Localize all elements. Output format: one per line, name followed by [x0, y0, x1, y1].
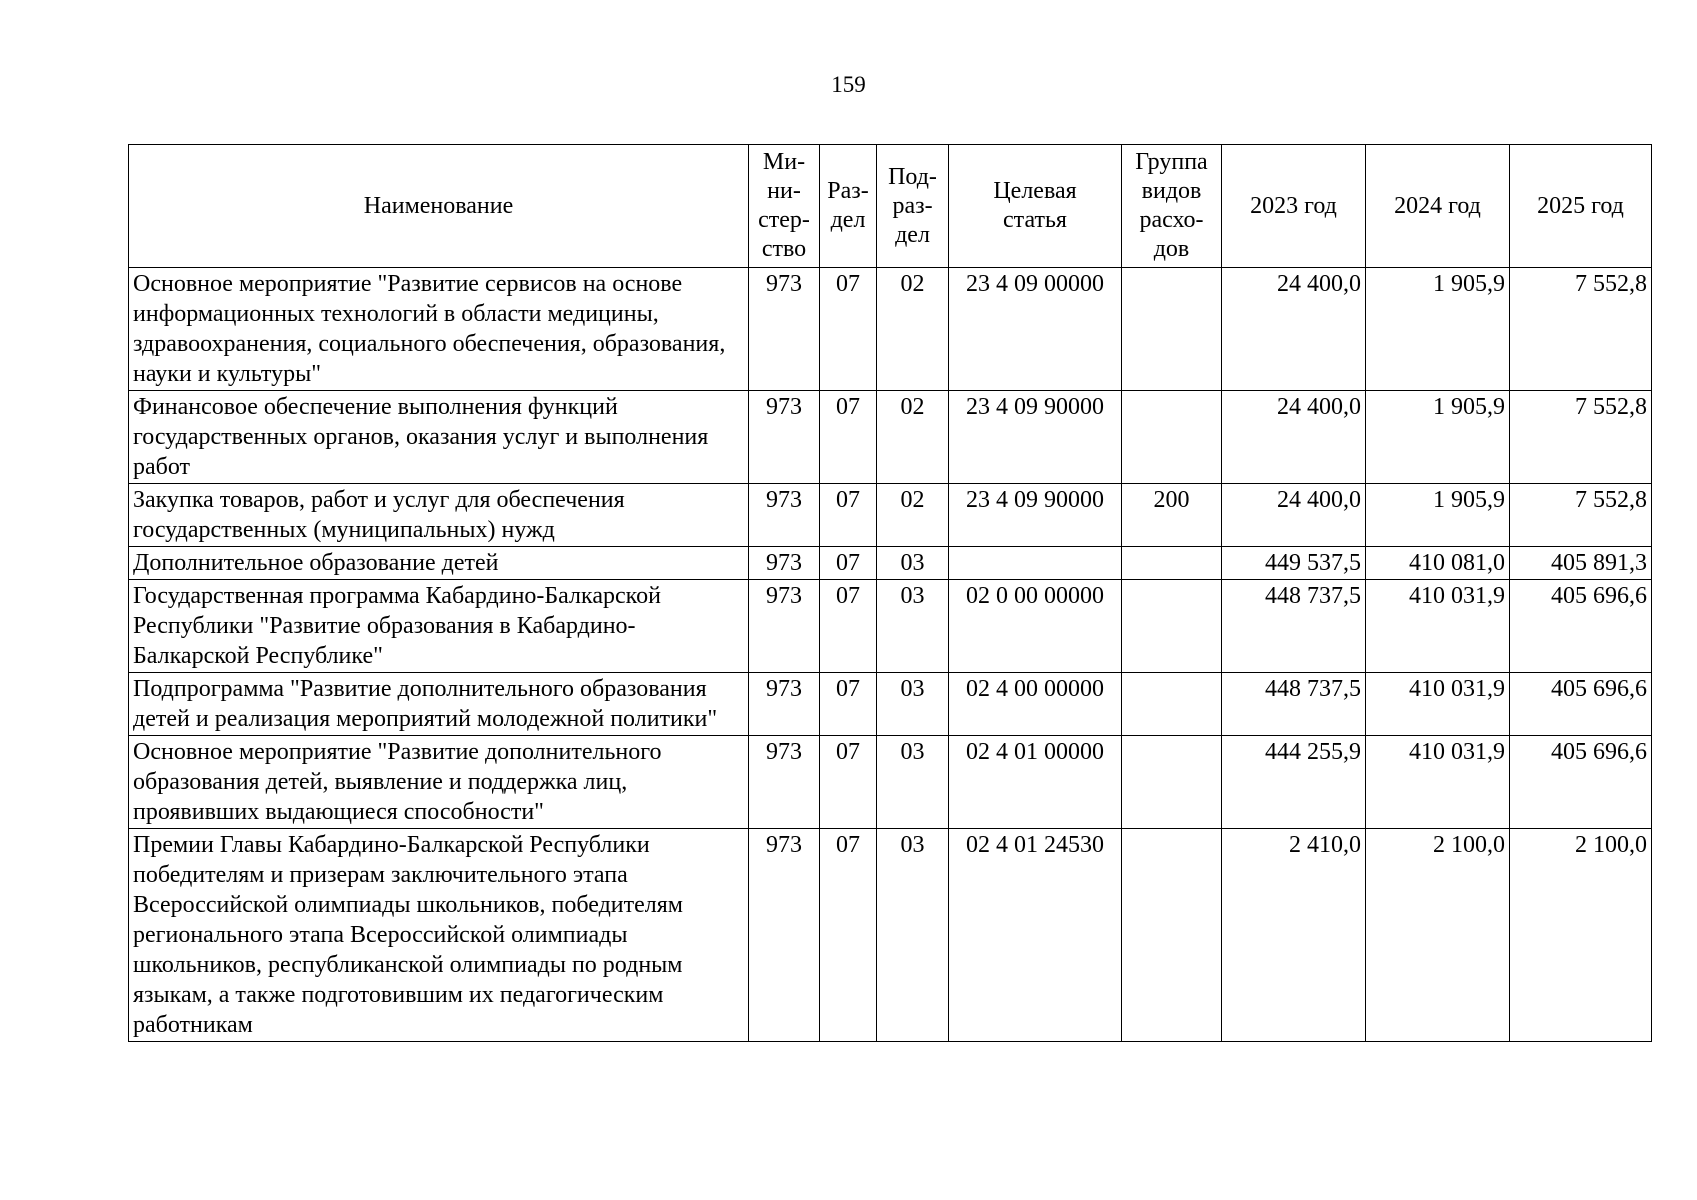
row-subsection: 03: [877, 547, 949, 580]
row-2025: 7 552,8: [1510, 391, 1652, 484]
row-2024: 410 081,0: [1366, 547, 1510, 580]
row-name: Закупка товаров, работ и услуг для обеспечения государственных (муниципальных) нужд: [129, 484, 749, 547]
row-2024: 1 905,9: [1366, 484, 1510, 547]
row-target: 23 4 09 00000: [949, 268, 1122, 391]
row-group: [1122, 580, 1222, 673]
table-row: [129, 268, 1652, 391]
row-2025: 405 696,6: [1510, 736, 1652, 829]
table-row: [129, 391, 1652, 484]
row-2023: 24 400,0: [1222, 391, 1366, 484]
row-subsection: 03: [877, 829, 949, 1042]
header-2024: 2024 год: [1366, 145, 1510, 268]
row-name: Дополнительное образование детей: [129, 547, 749, 580]
row-name: Подпрограмма "Развитие дополнительного образования детей и реализация мероприятий молодежной политики": [129, 673, 749, 736]
row-2024: 410 031,9: [1366, 736, 1510, 829]
row-section: 07: [820, 736, 877, 829]
row-subsection: 02: [877, 391, 949, 484]
row-group: 200: [1122, 484, 1222, 547]
row-ministry: 973: [749, 736, 820, 829]
row-2025: 2 100,0: [1510, 829, 1652, 1042]
row-group: [1122, 829, 1222, 1042]
row-2025: 405 696,6: [1510, 580, 1652, 673]
row-2023: 444 255,9: [1222, 736, 1366, 829]
row-subsection: 03: [877, 736, 949, 829]
row-section: 07: [820, 484, 877, 547]
row-ministry: 973: [749, 391, 820, 484]
row-2023: 448 737,5: [1222, 673, 1366, 736]
row-subsection: 02: [877, 484, 949, 547]
row-2023: 24 400,0: [1222, 268, 1366, 391]
row-2023: 449 537,5: [1222, 547, 1366, 580]
row-2025: 405 696,6: [1510, 673, 1652, 736]
row-section: 07: [820, 580, 877, 673]
table-row: [129, 547, 1652, 580]
row-name: Финансовое обеспечение выполнения функций государственных органов, оказания услуг и выполнения работ: [129, 391, 749, 484]
header-row: [129, 145, 1652, 268]
row-target: 02 4 00 00000: [949, 673, 1122, 736]
row-ministry: 973: [749, 673, 820, 736]
row-name: Премии Главы Кабардино-Балкарской Республики победителям и призерам заключительного этапа Всероссийской олимпиады школьников, победителям регионального этапа Всероссийской олимпиады школьников, республиканской олимпиады по родным языкам, а также подготовившим их педагогическим работникам: [129, 829, 749, 1042]
table-row: [129, 580, 1652, 673]
row-subsection: 03: [877, 673, 949, 736]
header-2025: 2025 год: [1510, 145, 1652, 268]
header-name: Наименование: [129, 145, 749, 268]
row-ministry: 973: [749, 547, 820, 580]
header-ministry: Ми- ни- стер- ство: [749, 145, 820, 268]
row-target: 02 4 01 00000: [949, 736, 1122, 829]
row-ministry: 973: [749, 829, 820, 1042]
row-2025: 405 891,3: [1510, 547, 1652, 580]
header-2023: 2023 год: [1222, 145, 1366, 268]
row-section: 07: [820, 829, 877, 1042]
row-group: [1122, 547, 1222, 580]
table-row: [129, 673, 1652, 736]
row-2024: 1 905,9: [1366, 268, 1510, 391]
header-subsection: Под- раз- дел: [877, 145, 949, 268]
row-group: [1122, 736, 1222, 829]
row-2023: 24 400,0: [1222, 484, 1366, 547]
row-group: [1122, 673, 1222, 736]
row-subsection: 02: [877, 268, 949, 391]
row-ministry: 973: [749, 484, 820, 547]
row-target: 02 4 01 24530: [949, 829, 1122, 1042]
table-row: [129, 484, 1652, 547]
page-number: 159: [831, 72, 866, 97]
row-section: 07: [820, 391, 877, 484]
row-2024: 1 905,9: [1366, 391, 1510, 484]
row-section: 07: [820, 268, 877, 391]
row-target: 02 0 00 00000: [949, 580, 1122, 673]
row-2024: 410 031,9: [1366, 580, 1510, 673]
table-row: [129, 736, 1652, 829]
row-name: Основное мероприятие "Развитие сервисов на основе информационных технологий в области медицины, здравоохранения, социального обеспечения, образования, науки и культуры": [129, 268, 749, 391]
row-2023: 448 737,5: [1222, 580, 1366, 673]
row-2023: 2 410,0: [1222, 829, 1366, 1042]
row-name: Государственная программа Кабардино-Балкарской Республики "Развитие образования в Кабардино-Балкарской Республике": [129, 580, 749, 673]
table-row: [129, 829, 1652, 1042]
row-name: Основное мероприятие "Развитие дополнительного образования детей, выявление и поддержка лиц, проявивших выдающиеся способности": [129, 736, 749, 829]
row-2024: 410 031,9: [1366, 673, 1510, 736]
row-2024: 2 100,0: [1366, 829, 1510, 1042]
budget-table: [128, 144, 1652, 1042]
header-target: Целевая статья: [949, 145, 1122, 268]
row-target: [949, 547, 1122, 580]
header-group: Группа видов расхо- дов: [1122, 145, 1222, 268]
row-ministry: 973: [749, 580, 820, 673]
header-section: Раз- дел: [820, 145, 877, 268]
row-subsection: 03: [877, 580, 949, 673]
row-2025: 7 552,8: [1510, 268, 1652, 391]
row-section: 07: [820, 673, 877, 736]
row-group: [1122, 268, 1222, 391]
row-2025: 7 552,8: [1510, 484, 1652, 547]
row-target: 23 4 09 90000: [949, 391, 1122, 484]
row-ministry: 973: [749, 268, 820, 391]
row-target: 23 4 09 90000: [949, 484, 1122, 547]
row-group: [1122, 391, 1222, 484]
row-section: 07: [820, 547, 877, 580]
